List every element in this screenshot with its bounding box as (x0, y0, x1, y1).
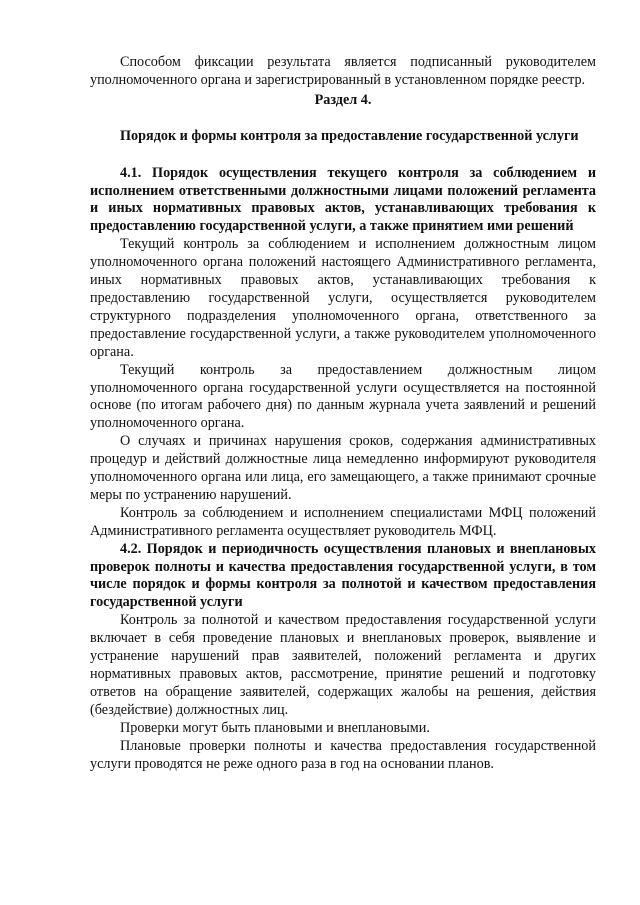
section-title: Порядок и формы контроля за предоставление государственной услуги (120, 127, 579, 144)
section-label: Раздел 4. (314, 91, 372, 108)
subsection-4-1-heading: 4.1. Порядок осуществления текущего контроля за соблюдением и исполнением ответственными должностными лицами положений регламента и иных нормативных правовых актов, устанавливающих требования к предоставлению государственной услуги, а также принятием ими решений (90, 164, 596, 235)
subsection-4-2-heading: 4.2. Порядок и периодичность осуществления плановых и внеплановых проверок полноты и качества предоставления государственной услуги, в том числе порядок и формы контроля за полнотой и качеством предоставления государственной услуги (90, 540, 596, 611)
body-paragraph: Проверки могут быть плановыми и внеплановыми. (120, 719, 430, 736)
body-paragraph: Контроль за полнотой и качеством предоставления государственной услуги включает в себя проведение плановых и внеплановых проверок, выявление и устранение нарушений прав заявителей, положений регламента и других нормативных правовых актов, рассмотрение, принятие решений и подготовку ответов на обращение заявителей, содержащих жалобы на решения, действия (бездействие) должностных лиц. (90, 612, 596, 718)
document-body (90, 54, 596, 773)
body-paragraph: Контроль за соблюдением и исполнением специалистами МФЦ положений Административного регламента осуществляет руководитель МФЦ. (90, 504, 596, 539)
body-paragraph: О случаях и причинах нарушения сроков, содержания административных процедур и действий должностные лица немедленно информируют руководителя уполномоченного органа или лица, его замещающего, а также принимают срочные меры по устранению нарушений. (90, 433, 596, 503)
body-paragraph: Текущий контроль за предоставлением должностным лицом уполномоченного органа государственной услуги осуществляется на постоянной основе (по итогам рабочего дня) по данным журнала учета заявлений и решений уполномоченного органа. (90, 361, 596, 432)
body-paragraph: Текущий контроль за соблюдением и исполнением должностным лицом уполномоченного органа положений настоящего Административного регламента, иных нормативных правовых актов, устанавливающих требования к предоставлению государственной услуги, осуществляется руководителем структурного подразделения уполномоченного органа, ответственного за предоставление государственной услуги, а также руководителем уполномоченного органа. (90, 236, 596, 360)
body-paragraph: Плановые проверки полноты и качества предоставления государственной услуги проводятся не реже одного раза в год на основании планов. (90, 737, 596, 772)
intro-paragraph: Способом фиксации результата является подписанный руководителем уполномоченного органа и зарегистрированный в установленном порядке реестр. (90, 54, 596, 88)
